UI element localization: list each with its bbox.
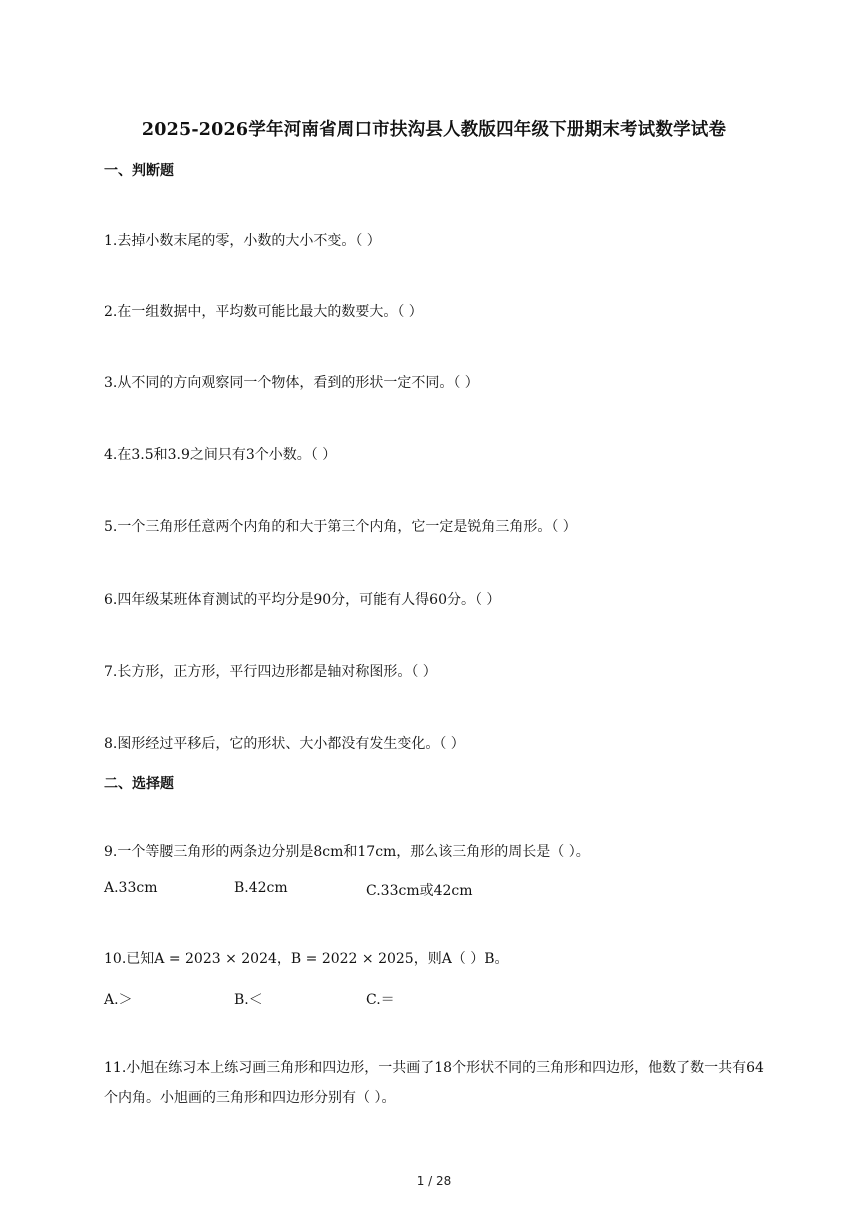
question-6: 6.四年级某班体育测试的平均分是90分，可能有人得60分。（ ）: [104, 592, 501, 608]
question-11: 11.小旭在练习本上练习画三角形和四边形，一共画了18个形状不同的三角形和四边形，他数了数一共有64个内角。小旭画的三角形和四边形分别有（ ）。: [104, 1060, 764, 1106]
section-heading-judgement: 一、判断题: [104, 163, 174, 179]
page-number: 1 / 28: [416, 1174, 452, 1188]
question-1: 1.去掉小数末尾的零，小数的大小不变。（ ）: [104, 233, 381, 249]
question-9-option-b: B.42cm: [234, 880, 288, 896]
question-5: 5.一个三角形任意两个内角的和大于第三个内角，它一定是锐角三角形。（ ）: [104, 519, 577, 535]
question-10: 10.已知A = 2023 × 2024，B = 2022 × 2025，则A（ ）B。: [104, 951, 509, 967]
question-9-option-a: A.33cm: [104, 880, 158, 896]
page-title: 2025-2026学年河南省周口市扶沟县人教版四年级下册期末考试数学试卷: [141, 120, 727, 140]
question-3: 3.从不同的方向观察同一个物体，看到的形状一定不同。（ ）: [104, 375, 479, 391]
question-10-option-c: C.＝: [366, 992, 395, 1008]
question-9-option-c: C.33cm或42cm: [366, 883, 473, 899]
question-7: 7.长方形，正方形，平行四边形都是轴对称图形。（ ）: [104, 664, 437, 680]
section-heading-choice: 二、选择题: [104, 776, 174, 792]
question-8: 8.图形经过平移后，它的形状、大小都没有发生变化。（ ）: [104, 736, 465, 752]
question-10-option-b: B.＜: [234, 992, 263, 1008]
question-9: 9.一个等腰三角形的两条边分别是8cm和17cm，那么该三角形的周长是（ ）。: [104, 844, 590, 860]
question-4: 4.在3.5和3.9之间只有3个小数。（ ）: [104, 447, 337, 463]
question-10-option-a: A.＞: [104, 992, 133, 1008]
question-2: 2.在一组数据中，平均数可能比最大的数要大。（ ）: [104, 304, 423, 320]
